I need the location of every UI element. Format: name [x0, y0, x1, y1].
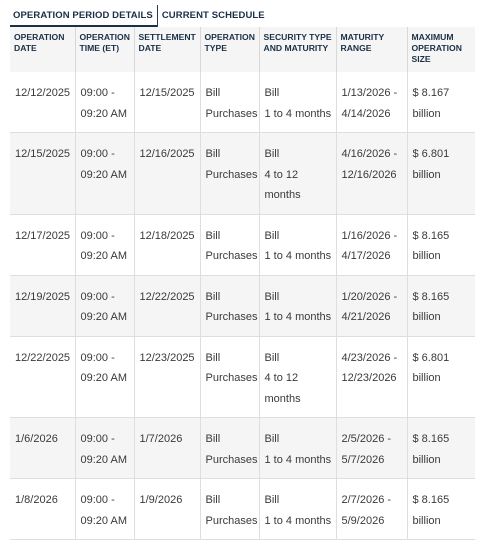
cell-settlement-date-line: 12/16/2025	[139, 148, 195, 160]
cell-maturity-range-line: 4/14/2026	[341, 107, 391, 120]
cell-max-operation-size-line: billion	[412, 514, 441, 527]
cell-settlement-date	[134, 418, 200, 479]
cell-operation-date	[10, 479, 75, 540]
cell-security-type-line: 1 to 4 months	[264, 453, 332, 466]
table-row	[10, 214, 475, 275]
cell-operation-time	[75, 72, 134, 133]
cell-settlement-date-line: 12/23/2025	[139, 351, 195, 364]
cell-operation-type-line: Purchases	[205, 453, 258, 466]
cell-operation-type-line: Purchases	[205, 168, 258, 181]
cell-security-type-line: Bill	[264, 351, 280, 364]
cell-max-operation-size-line: billion	[412, 250, 441, 262]
cell-operation-time	[75, 275, 134, 336]
cell-operation-date-line: 12/15/2025	[15, 148, 71, 160]
column-header-settlement-date[interactable]: SETTLEMENT DATE	[134, 27, 200, 72]
cell-operation-time-line: 09:20 AM	[80, 107, 127, 120]
cell-operation-time-line: 09:20 AM	[80, 250, 127, 262]
cell-operation-time	[75, 479, 134, 540]
table-row	[10, 72, 475, 133]
cell-maturity-range-line: 5/7/2026	[341, 453, 385, 466]
column-header-maturity-range[interactable]: MATURITY RANGE	[336, 27, 407, 72]
cell-maturity-range-line: 12/16/2026	[341, 168, 397, 181]
cell-operation-time	[75, 214, 134, 275]
cell-max-operation-size-line: billion	[412, 453, 441, 466]
cell-security-type-line: 1 to 4 months	[264, 107, 332, 120]
cell-operation-time-line: 09:00 -	[80, 148, 115, 160]
cell-maturity-range-line: 4/23/2026 -	[341, 351, 398, 364]
table-row	[10, 336, 475, 418]
column-header-operation-date[interactable]: OPERATION DATE	[10, 27, 75, 72]
cell-settlement-date-line: 12/18/2025	[139, 229, 195, 242]
tab-current-schedule[interactable]: CURRENT SCHEDULE	[161, 10, 265, 21]
cell-operation-time-line: 09:00 -	[80, 87, 115, 99]
cell-settlement-date	[134, 336, 200, 418]
cell-maturity-range-line: 4/16/2026 -	[341, 148, 398, 160]
cell-operation-date	[10, 418, 75, 479]
cell-maturity-range-line: 5/9/2026	[341, 514, 385, 527]
cell-maturity-range-line: 4/21/2026	[341, 311, 391, 323]
cell-security-type-line: Bill	[264, 87, 280, 99]
cell-operation-time-line: 09:00 -	[80, 290, 115, 303]
column-header-operation-type[interactable]: OPERATION TYPE	[200, 27, 259, 72]
cell-max-operation-size-line: $ 8.165	[412, 290, 450, 303]
cell-operation-type-line: Bill	[205, 290, 221, 303]
cell-maturity-range	[336, 479, 407, 540]
table-row	[10, 275, 475, 336]
cell-max-operation-size-line: $ 8.167	[412, 87, 450, 99]
cell-security-type	[259, 479, 336, 540]
cell-operation-type	[200, 336, 259, 418]
cell-operation-time-line: 09:20 AM	[80, 514, 127, 527]
cell-max-operation-size	[407, 275, 475, 336]
table-header-row	[10, 27, 475, 72]
cell-operation-time-line: 09:20 AM	[80, 168, 127, 181]
column-header-security-type[interactable]: SECURITY TYPE AND MATURITY	[259, 27, 336, 72]
cell-operation-type-line: Bill	[205, 87, 221, 99]
cell-operation-type-line: Purchases	[205, 514, 258, 527]
cell-security-type-line: Bill	[264, 229, 280, 242]
cell-operation-date-line: 1/8/2026	[15, 494, 58, 506]
cell-operation-time-line: 09:20 AM	[80, 453, 127, 466]
cell-security-type-line: 1 to 4 months	[264, 250, 332, 262]
cell-operation-type	[200, 418, 259, 479]
cell-maturity-range-line: 2/5/2026 -	[341, 433, 392, 445]
cell-operation-type	[200, 275, 259, 336]
cell-maturity-range	[336, 72, 407, 133]
cell-operation-date-line: 12/17/2025	[15, 229, 71, 242]
cell-maturity-range	[336, 275, 407, 336]
cell-operation-time	[75, 418, 134, 479]
cell-max-operation-size-line: billion	[412, 168, 441, 181]
cell-security-type	[259, 336, 336, 418]
cell-operation-time-line: 09:20 AM	[80, 372, 127, 384]
cell-max-operation-size-line: $ 8.165	[412, 433, 450, 445]
cell-max-operation-size-line: billion	[412, 107, 441, 120]
cell-operation-type-line: Bill	[205, 229, 221, 242]
table-row	[10, 133, 475, 215]
cell-operation-type	[200, 214, 259, 275]
cell-maturity-range-line: 4/17/2026	[341, 250, 391, 262]
cell-max-operation-size	[407, 479, 475, 540]
cell-operation-date	[10, 133, 75, 215]
cell-maturity-range-line: 1/13/2026 -	[341, 87, 398, 99]
cell-settlement-date-line: 1/9/2026	[139, 494, 183, 506]
cell-operation-type	[200, 133, 259, 215]
cell-operation-time-line: 09:00 -	[80, 229, 115, 242]
cell-security-type-line: Bill	[264, 290, 280, 303]
cell-settlement-date-line: 12/15/2025	[139, 87, 195, 99]
cell-settlement-date	[134, 275, 200, 336]
cell-maturity-range-line: 1/20/2026 -	[341, 290, 398, 303]
cell-max-operation-size	[407, 133, 475, 215]
cell-max-operation-size-line: billion	[412, 372, 441, 384]
cell-security-type-line: Bill	[264, 494, 280, 506]
cell-operation-time	[75, 336, 134, 418]
cell-operation-date	[10, 72, 75, 133]
cell-security-type-line: months	[264, 189, 301, 201]
cell-settlement-date	[134, 72, 200, 133]
cell-operation-time-line: 09:00 -	[80, 351, 115, 364]
table-row	[10, 479, 475, 540]
cell-operation-time-line: 09:00 -	[80, 494, 115, 506]
cell-maturity-range-line: 2/7/2026 -	[341, 494, 392, 506]
cell-operation-date	[10, 275, 75, 336]
cell-operation-type-line: Bill	[205, 351, 221, 364]
cell-operation-date-line: 12/22/2025	[15, 351, 71, 364]
cell-security-type	[259, 275, 336, 336]
cell-max-operation-size-line: $ 8.165	[412, 229, 450, 242]
cell-security-type-line: Bill	[264, 148, 280, 160]
cell-settlement-date	[134, 214, 200, 275]
cell-operation-type-line: Purchases	[205, 250, 258, 262]
cell-operation-time	[75, 133, 134, 215]
cell-operation-date	[10, 336, 75, 418]
operations-table	[10, 27, 475, 540]
cell-operation-date-line: 12/12/2025	[15, 87, 71, 99]
cell-max-operation-size	[407, 72, 475, 133]
cell-security-type	[259, 133, 336, 215]
cell-maturity-range	[336, 336, 407, 418]
cell-operation-date-line: 12/19/2025	[15, 290, 71, 303]
cell-operation-type-line: Purchases	[205, 107, 258, 120]
cell-max-operation-size-line: billion	[412, 311, 441, 323]
cell-security-type-line: 4 to 12	[264, 372, 299, 384]
cell-security-type	[259, 214, 336, 275]
column-header-operation-time[interactable]: OPERATION TIME (ET)	[75, 27, 134, 72]
cell-operation-type-line: Purchases	[205, 311, 258, 323]
cell-settlement-date	[134, 133, 200, 215]
cell-operation-type-line: Bill	[205, 433, 221, 445]
cell-settlement-date	[134, 479, 200, 540]
cell-operation-date	[10, 214, 75, 275]
cell-operation-time-line: 09:20 AM	[80, 311, 127, 323]
cell-security-type-line: months	[264, 392, 301, 405]
table-row	[10, 418, 475, 479]
cell-operation-type	[200, 72, 259, 133]
cell-max-operation-size-line: $ 6.801	[412, 148, 450, 160]
cell-security-type-line: Bill	[264, 433, 280, 445]
cell-operation-type-line: Purchases	[205, 372, 258, 384]
cell-max-operation-size	[407, 336, 475, 418]
tab-bar	[10, 5, 269, 27]
cell-operation-type-line: Bill	[205, 494, 221, 506]
cell-max-operation-size	[407, 214, 475, 275]
cell-security-type	[259, 418, 336, 479]
cell-security-type-line: 4 to 12	[264, 168, 299, 181]
tab-operation-period-details[interactable]: OPERATION PERIOD DETAILS	[10, 10, 157, 27]
cell-settlement-date-line: 1/7/2026	[139, 433, 183, 445]
cell-maturity-range	[336, 214, 407, 275]
column-header-max-operation-size[interactable]: MAXIMUM OPERATION SIZE	[407, 27, 475, 72]
cell-operation-date-line: 1/6/2026	[15, 433, 58, 445]
cell-security-type-line: 1 to 4 months	[264, 514, 332, 527]
cell-max-operation-size-line: $ 8.165	[412, 494, 450, 506]
cell-maturity-range-line: 1/16/2026 -	[341, 229, 398, 242]
cell-settlement-date-line: 12/22/2025	[139, 290, 195, 303]
cell-security-type-line: 1 to 4 months	[264, 311, 332, 323]
cell-operation-type-line: Bill	[205, 148, 221, 160]
cell-operation-time-line: 09:00 -	[80, 433, 115, 445]
cell-max-operation-size-line: $ 6.801	[412, 351, 450, 364]
cell-security-type	[259, 72, 336, 133]
cell-operation-type	[200, 479, 259, 540]
cell-maturity-range	[336, 133, 407, 215]
cell-maturity-range	[336, 418, 407, 479]
cell-maturity-range-line: 12/23/2026	[341, 372, 397, 384]
cell-max-operation-size	[407, 418, 475, 479]
